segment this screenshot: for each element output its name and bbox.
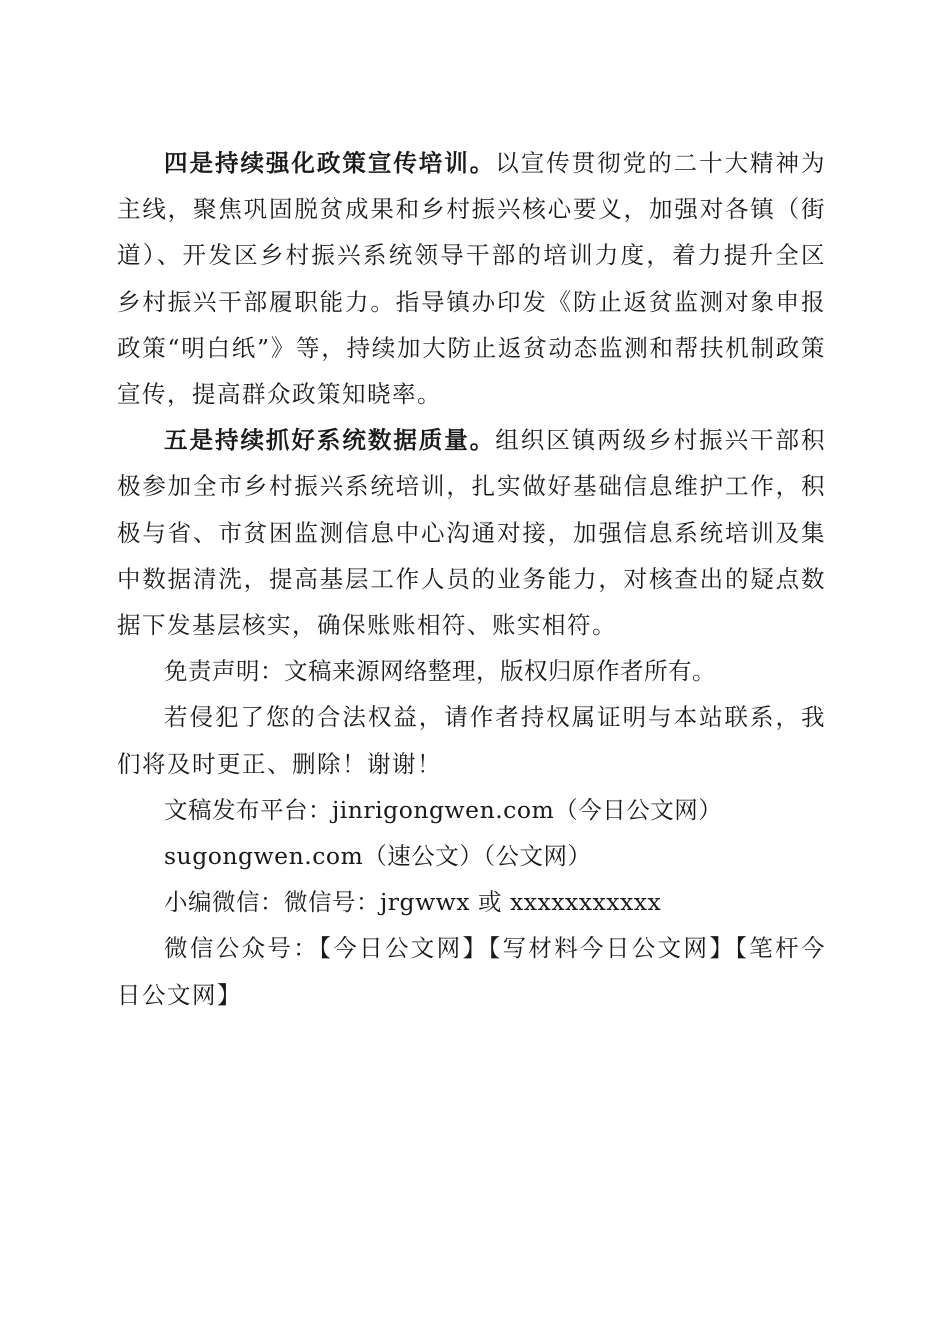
paragraph-lead: 四是持续强化政策宣传培训。 (164, 149, 496, 177)
document-body (117, 140, 826, 1018)
infringement-notice: 若侵犯了您的合法权益，请作者持权属证明与本站联系，我们将及时更正、删除！谢谢！ (117, 703, 826, 778)
paragraph-policy-publicity (117, 140, 826, 417)
paragraph-text: 组织区镇两级乡村振兴干部积极参加全市乡村振兴系统培训，扎实做好基础信息维护工作，积极与省、市贫困监测信息中心沟通对接，加强信息系统培训及集中数据清洗，提高基层工作人员的业务能力，对核查出的疑点数据下发基层核实，确保账账相符、账实相符。 (117, 426, 827, 640)
paragraph-lead: 五是持续抓好系统数据质量。 (164, 426, 496, 455)
disclaimer-line: 免责声明：文稿来源网络整理，版权归原作者所有。 (164, 657, 716, 686)
paragraph-text: 以宣传贯彻党的二十大精神为主线，聚焦巩固脱贫成果和乡村振兴核心要义，加强对各镇（街道）、开发区乡村振兴系统领导干部的培训力度，着力提升全区乡村振兴干部履职能力。指导镇办印发《防止返贫监测对象申报政策“明白纸”》等，持续加大防止返贫动态监测和帮扶机制政策宣传，提高群众政策知晓率。 (117, 149, 827, 409)
site-sugongwen: sugongwen.com（速公文）（公文网） (164, 842, 592, 871)
publish-platform: 文稿发布平台：jinrigongwen.com（今日公文网） (164, 795, 723, 824)
paragraph-data-quality (117, 417, 826, 648)
editor-wechat: 小编微信：微信号：jrgwwx 或 xxxxxxxxxxx (164, 888, 662, 917)
official-accounts: 微信公众号：【今日公文网】【写材料今日公文网】【笔杆今日公文网】 (117, 934, 826, 1009)
